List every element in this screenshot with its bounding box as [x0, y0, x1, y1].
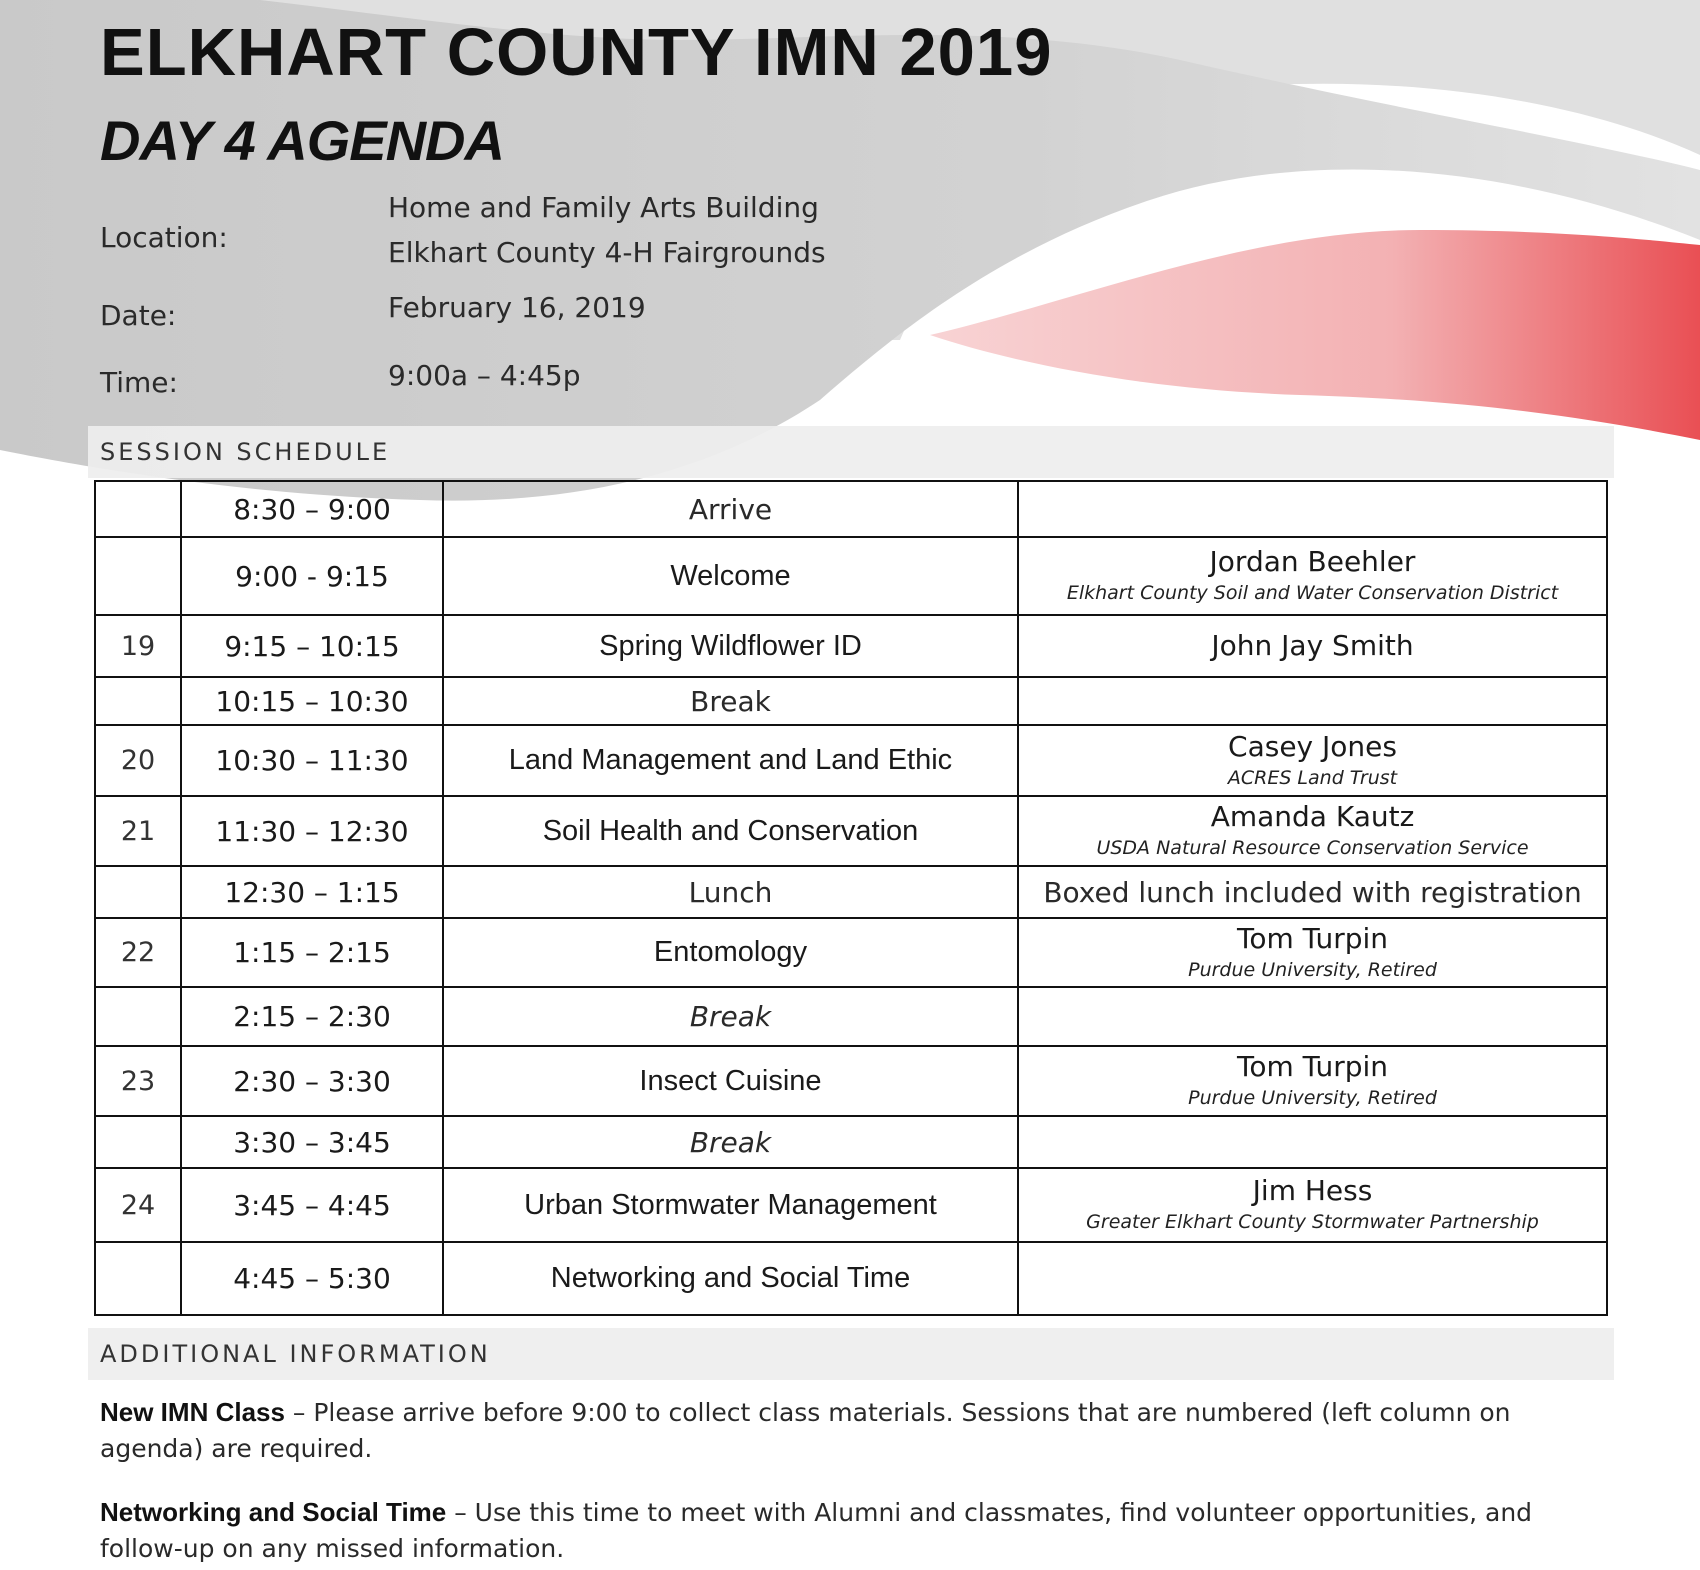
session-topic: Welcome — [443, 537, 1018, 615]
session-speaker — [1018, 1046, 1607, 1116]
table-row — [95, 725, 1607, 796]
session-time: 3:45 – 4:45 — [181, 1168, 443, 1242]
table-row — [95, 677, 1607, 725]
location-label: Location: — [100, 221, 228, 254]
session-number — [95, 537, 181, 615]
location-line-1: Home and Family Arts Building — [388, 191, 819, 224]
info-text-new-class: – Please arrive before 9:00 to collect class materials. Sessions that are numbered (left column on agenda) are required. — [100, 1398, 1511, 1463]
info-paragraph-networking — [100, 1494, 1600, 1567]
session-topic: Entomology — [443, 918, 1018, 987]
table-row — [95, 1046, 1607, 1116]
session-time: 9:00 - 9:15 — [181, 537, 443, 615]
session-speaker — [1018, 537, 1607, 615]
speaker-organization: Purdue University, Retired — [1188, 1087, 1437, 1109]
session-time: 4:45 – 5:30 — [181, 1242, 443, 1315]
session-speaker — [1018, 1168, 1607, 1242]
session-topic: Networking and Social Time — [443, 1242, 1018, 1315]
page-subtitle: DAY 4 AGENDA — [100, 109, 504, 172]
session-number — [95, 1116, 181, 1168]
table-row — [95, 615, 1607, 677]
session-time: 8:30 – 9:00 — [181, 481, 443, 537]
session-topic: Urban Stormwater Management — [443, 1168, 1018, 1242]
session-time: 10:15 – 10:30 — [181, 677, 443, 725]
table-row — [95, 1116, 1607, 1168]
time-label: Time: — [100, 366, 178, 399]
session-number: 21 — [95, 796, 181, 866]
session-number: 24 — [95, 1168, 181, 1242]
session-topic: Insect Cuisine — [443, 1046, 1018, 1116]
session-schedule-table — [94, 480, 1608, 1316]
info-lead-new-class: New IMN Class — [100, 1397, 285, 1427]
session-number — [95, 677, 181, 725]
speaker-name: Amanda Kautz — [1210, 800, 1415, 833]
table-row — [95, 987, 1607, 1046]
speaker-note: Boxed lunch included with registration — [1043, 875, 1582, 909]
table-row — [95, 796, 1607, 866]
speaker-name: Tom Turpin — [1236, 1050, 1389, 1083]
session-topic: Break — [443, 677, 1018, 725]
session-schedule-heading: SESSION SCHEDULE — [88, 426, 1614, 478]
table-row — [95, 866, 1607, 918]
session-speaker — [1018, 615, 1607, 677]
speaker-name: Jordan Beehler — [1209, 545, 1416, 578]
time-value: 9:00a – 4:45p — [388, 359, 581, 392]
speaker-name: John Jay Smith — [1211, 629, 1414, 662]
session-topic: Arrive — [443, 481, 1018, 537]
speaker-organization: Elkhart County Soil and Water Conservation District — [1066, 582, 1559, 604]
session-time: 3:30 – 3:45 — [181, 1116, 443, 1168]
speaker-name: Tom Turpin — [1236, 921, 1389, 955]
session-speaker — [1018, 796, 1607, 866]
session-time: 11:30 – 12:30 — [181, 796, 443, 866]
session-topic: Spring Wildflower ID — [443, 615, 1018, 677]
session-number — [95, 481, 181, 537]
session-time: 10:30 – 11:30 — [181, 725, 443, 796]
speaker-name: Jim Hess — [1252, 1174, 1373, 1207]
session-time: 2:15 – 2:30 — [181, 987, 443, 1046]
session-number — [95, 866, 181, 918]
additional-information-heading: ADDITIONAL INFORMATION — [88, 1328, 1614, 1380]
session-number: 20 — [95, 725, 181, 796]
date-value: February 16, 2019 — [388, 291, 646, 324]
session-number — [95, 1242, 181, 1315]
session-speaker — [1018, 725, 1607, 796]
session-time: 9:15 – 10:15 — [181, 615, 443, 677]
session-speaker — [1018, 1242, 1607, 1315]
info-lead-networking: Networking and Social Time — [100, 1497, 447, 1527]
session-topic: Soil Health and Conservation — [443, 796, 1018, 866]
session-number: 19 — [95, 615, 181, 677]
speaker-organization: USDA Natural Resource Conservation Service — [1096, 837, 1529, 859]
table-row — [95, 918, 1607, 987]
session-time: 2:30 – 3:30 — [181, 1046, 443, 1116]
location-line-2: Elkhart County 4-H Fairgrounds — [388, 236, 826, 269]
session-speaker — [1018, 918, 1607, 987]
session-speaker — [1018, 987, 1607, 1046]
session-speaker — [1018, 866, 1607, 918]
session-topic: Lunch — [443, 866, 1018, 918]
session-speaker — [1018, 677, 1607, 725]
session-number — [95, 987, 181, 1046]
session-time: 1:15 – 2:15 — [181, 918, 443, 987]
session-topic: Break — [443, 1116, 1018, 1168]
session-topic: Break — [443, 987, 1018, 1046]
wave-red — [930, 230, 1700, 440]
table-row — [95, 1242, 1607, 1315]
date-label: Date: — [100, 299, 177, 332]
page-title: ELKHART COUNTY IMN 2019 — [100, 15, 1053, 90]
info-text-networking: – Use this time to meet with Alumni and classmates, find volunteer opportunities, and follow-up on any missed information. — [100, 1498, 1533, 1563]
session-time: 12:30 – 1:15 — [181, 866, 443, 918]
session-number: 23 — [95, 1046, 181, 1116]
session-topic: Land Management and Land Ethic — [443, 725, 1018, 796]
speaker-organization: ACRES Land Trust — [1227, 766, 1398, 789]
info-paragraph-new-class — [100, 1394, 1600, 1467]
session-speaker — [1018, 1116, 1607, 1168]
speaker-organization: Purdue University, Retired — [1188, 958, 1437, 981]
session-speaker — [1018, 481, 1607, 537]
speaker-organization: Greater Elkhart County Stormwater Partnership — [1086, 1211, 1539, 1233]
table-row — [95, 1168, 1607, 1242]
speaker-name: Casey Jones — [1228, 729, 1397, 763]
session-number: 22 — [95, 918, 181, 987]
table-row — [95, 481, 1607, 537]
table-row — [95, 537, 1607, 615]
